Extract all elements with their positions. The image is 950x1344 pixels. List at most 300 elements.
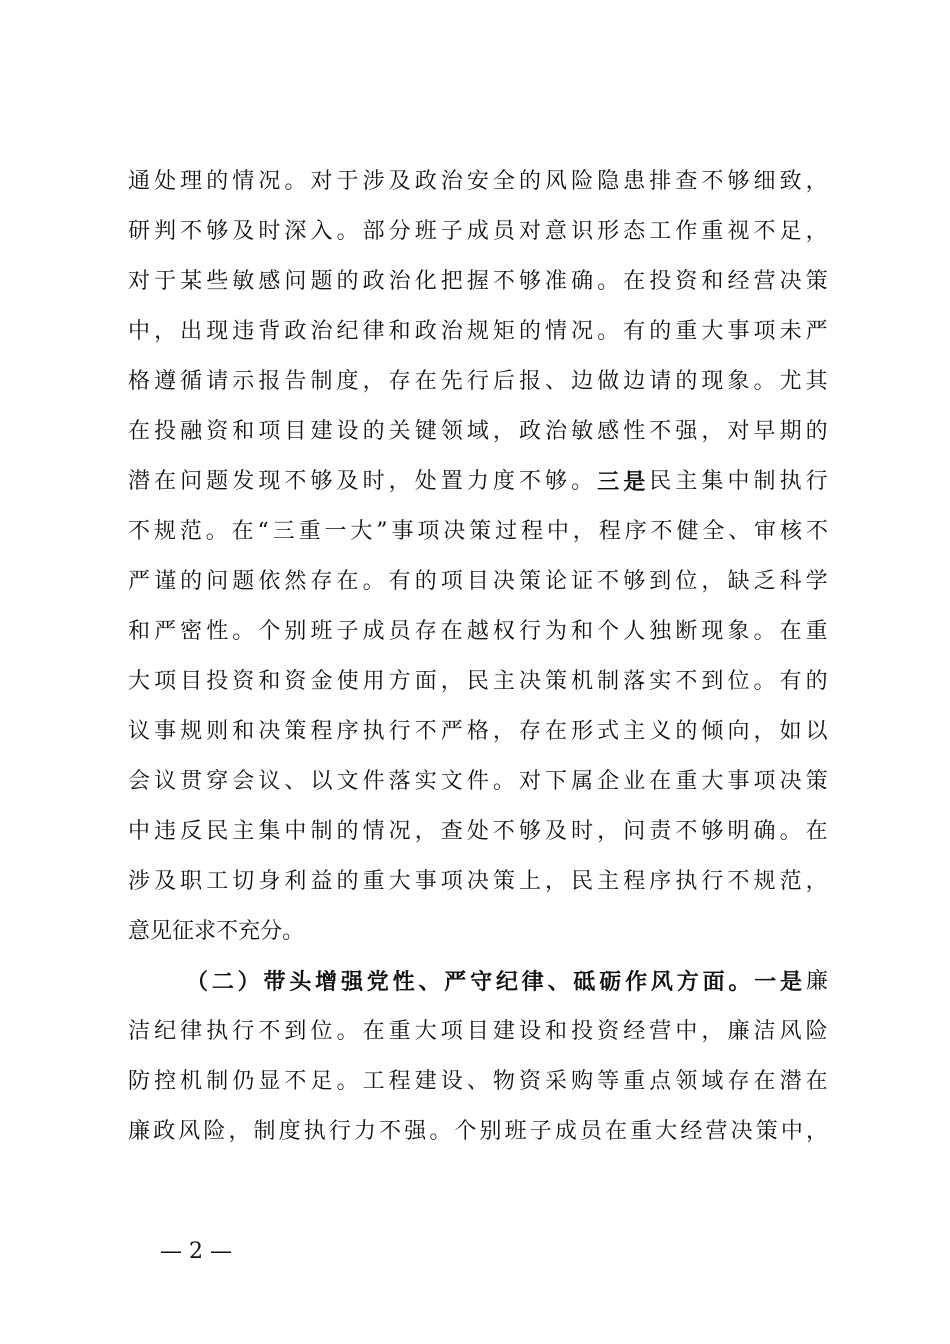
text-char: 策 [492,869,515,894]
text-char: 够 [518,269,541,294]
text-char: 执 [206,1019,229,1044]
text-char: 的 [336,869,359,894]
text-char: 行 [466,369,489,394]
bold-text-char: ） [237,969,260,995]
text-char: 然 [284,569,307,594]
text-char: 度 [278,1119,301,1144]
text-char: 全 [492,169,515,194]
text-char: 企 [597,769,620,794]
text-char: 策 [284,719,307,744]
text-char: 策 [805,769,828,794]
text-char: 违 [232,319,255,344]
text-char: 有 [779,669,802,694]
text-char: 的 [362,419,385,444]
text-char: 不 [727,869,750,894]
text-char: 作 [675,219,698,244]
text-char: 不 [258,1019,281,1044]
text-char: 决 [779,769,802,794]
text-char: 会 [128,769,151,794]
text-char: 矩 [492,319,515,344]
text-char: 够 [701,819,724,844]
text-char: 处 [414,469,437,494]
text-char: 于 [154,269,177,294]
text-char: 患 [623,169,646,194]
text-char: ， [701,569,724,594]
text-char: 。 [753,369,776,394]
text-char: 资 [284,669,307,694]
text-char: 及 [154,869,177,894]
text-char: 经 [623,1019,646,1044]
text-char: 文 [336,769,359,794]
bold-text-char: 党 [366,969,389,995]
text-line [128,412,828,452]
text-char: 及 [388,169,411,194]
text-char: 位 [310,1019,333,1044]
text-char: 经 [727,269,750,294]
text-char: 判 [154,219,177,244]
text-char: 在 [623,269,646,294]
text-char: 研 [128,219,151,244]
text-char: 位 [675,569,698,594]
text-char: 事 [727,319,750,344]
bold-text-char: 一 [754,969,777,995]
text-char: 落 [623,669,646,694]
text-char: 部 [362,219,385,244]
text-char: 。 [284,169,307,194]
text-char: 政 [153,1119,176,1144]
text-char: 在 [154,469,177,494]
text-char: 决 [518,669,541,694]
text-char: 问 [623,819,646,844]
text-char: ， [362,369,385,394]
text-char: 融 [180,419,203,444]
text-line [128,262,828,302]
text-char: 议 [128,719,151,744]
text-char: 、 [728,519,751,544]
text-char: 属 [571,769,594,794]
bold-text-char: 三 [597,469,620,495]
text-char: 以 [805,719,828,744]
text-char: 循 [180,369,203,394]
text-char: 性 [623,419,646,444]
text-char: 存 [518,719,541,744]
text-char: 感 [597,419,620,444]
text-char: 重 [388,1019,411,1044]
text-char: 不 [650,519,673,544]
text-char: 独 [649,619,672,644]
text-char: 不 [675,819,698,844]
text-char: 不 [805,519,828,544]
text-char: 期 [779,419,802,444]
text-char: 强 [675,419,698,444]
text-char: 风 [779,1019,802,1044]
text-char: 。 [282,919,305,944]
text-char: 建 [310,419,333,444]
text-char: 如 [779,719,802,744]
text-char: ， [701,1019,724,1044]
text-char: 不 [128,519,151,544]
text-char: 在 [362,1019,385,1044]
text-char: 程 [388,1069,411,1094]
text-char: 设 [518,1019,541,1044]
text-char: 大 [414,1019,437,1044]
bold-text-char: 。 [728,969,751,995]
text-char: 式 [597,719,620,744]
text-char: 请 [649,369,672,394]
text-char: 。 [492,769,515,794]
text-char: 够 [206,219,229,244]
bold-text-char: 性 [392,969,415,995]
text-char: 益 [310,869,333,894]
text-char: 现 [701,619,724,644]
text-char: 征 [172,919,195,944]
bold-text-char: 头 [289,969,312,995]
text-char: 况 [258,169,281,194]
text-char: 和 [128,619,151,644]
text-char: 关 [388,419,411,444]
text-char: 细 [753,169,776,194]
text-char: 下 [545,769,568,794]
text-char: 的 [180,569,203,594]
text-char: 制 [310,369,333,394]
text-char: 险 [571,169,594,194]
text-char: 度 [336,369,359,394]
text-char: 识 [571,219,594,244]
text-char: 些 [206,269,229,294]
text-char: 查 [440,819,463,844]
text-char: ， [228,1119,251,1144]
text-char: ， [492,419,515,444]
text-char: 则 [206,719,229,744]
text-char: 落 [388,769,411,794]
text-char: 示 [232,369,255,394]
text-char: 重 [298,519,321,544]
text-char: 背 [258,319,281,344]
text-char: 程 [623,869,646,894]
text-char: 险 [203,1119,226,1144]
text-char: 在 [231,519,254,544]
text-char: 投 [154,419,177,444]
text-char: 不 [180,219,203,244]
text-char: 。 [429,1119,452,1144]
text-char: 意 [545,219,568,244]
text-char: 力 [466,469,489,494]
text-char: 大 [128,669,151,694]
text-char: 在 [605,1119,628,1144]
text-char: 。 [336,1069,359,1094]
text-char: 建 [492,1019,515,1044]
text-line [128,712,828,752]
text-char: 充 [238,919,261,944]
text-char: 程 [520,519,543,544]
text-char: 在 [649,769,672,794]
text-char: 学 [805,569,828,594]
text-char: 有 [623,319,646,344]
text-char: 意 [128,919,151,944]
text-char: 报 [258,369,281,394]
text-line [186,962,828,1002]
text-char: 求 [194,919,217,944]
text-char: 核 [780,519,803,544]
text-char: 行 [388,719,411,744]
text-char: 问 [180,469,203,494]
text-char: 对 [128,269,151,294]
bold-text-char: 是 [780,969,803,995]
text-line [128,662,828,702]
text-char: 决 [492,569,515,594]
text-char: 议 [258,769,281,794]
text-char: 致 [779,169,802,194]
text-line [128,1112,828,1152]
text-char: 论 [545,569,568,594]
text-char: 在 [779,619,802,644]
text-char: 重 [701,219,724,244]
text-char: 。 [232,619,255,644]
text-char: 重 [623,1069,646,1094]
text-line [128,212,828,252]
text-line [128,612,828,652]
text-char: 、 [545,369,568,394]
text-char: 行 [805,469,828,494]
text-char: 。 [753,669,776,694]
text-char: 执 [675,869,698,894]
text-char: 向 [727,719,750,744]
text-line [128,912,828,952]
text-char: ， [701,419,724,444]
text-char: 政 [414,319,437,344]
text-char: 险 [805,1019,828,1044]
text-char: 存 [414,619,437,644]
text-line [128,1062,828,1102]
text-char: 题 [232,569,255,594]
text-char: 员 [388,619,411,644]
text-char: 行 [701,869,724,894]
text-char: 力 [353,1119,376,1144]
text-char: 和 [571,619,594,644]
text-char: 廉 [805,969,828,994]
text-char: 严 [128,569,151,594]
text-char: 科 [779,569,802,594]
bold-text-char: 作 [625,969,648,995]
bold-text-char: 纪 [495,969,518,995]
text-char: 发 [232,469,255,494]
text-char: 以 [310,769,333,794]
text-char: 项 [753,319,776,344]
text-char: 治 [310,319,333,344]
text-char: ” [376,519,388,544]
text-char: 领 [440,419,463,444]
text-char: 重 [675,319,698,344]
text-char: 在 [336,569,359,594]
text-char: 视 [727,219,750,244]
bold-text-char: 方 [676,969,699,995]
text-char: ， [572,519,595,544]
text-char: 请 [206,369,229,394]
text-char: 政 [518,419,541,444]
text-char: 足 [310,1069,333,1094]
text-char: 政 [284,319,307,344]
text-char: 民 [571,869,594,894]
text-char: 子 [529,1119,552,1144]
text-char: 重 [362,869,385,894]
bold-text-char: 增 [315,969,338,995]
text-char: 不 [597,569,620,594]
text-char: 置 [440,469,463,494]
text-char: 题 [310,269,333,294]
text-char: 到 [284,1019,307,1044]
text-char: ， [414,819,437,844]
text-char: 文 [440,769,463,794]
text-char: 的 [518,319,541,344]
text-char: 行 [232,1019,255,1044]
text-char: 健 [676,519,699,544]
text-char: 不 [492,819,515,844]
text-char: 。 [336,219,359,244]
text-char: 三 [272,519,295,544]
text-char: 象 [727,619,750,644]
text-char: 把 [440,269,463,294]
text-char: 有 [388,569,411,594]
text-char: 项 [417,519,440,544]
text-char: 时 [362,469,385,494]
text-char: 密 [180,619,203,644]
text-char: 态 [623,219,646,244]
text-char: 不 [284,469,307,494]
text-char: 反 [180,819,203,844]
text-char: 明 [727,819,750,844]
text-char: 不 [284,1069,307,1094]
text-char: 成 [362,619,385,644]
text-char: 目 [180,669,203,694]
bold-text-char: 、 [418,969,441,995]
text-char: 规 [180,719,203,744]
text-char: 执 [779,469,802,494]
text-char: 象 [727,369,750,394]
text-char: 制 [206,1069,229,1094]
text-char: 的 [206,169,229,194]
text-char: 事 [154,719,177,744]
text-char: 证 [571,569,594,594]
text-char: 主 [597,869,620,894]
text-char: 分 [388,219,411,244]
text-char: 严 [154,619,177,644]
text-char: 上 [518,869,541,894]
text-char: 在 [753,1069,776,1094]
text-char: 的 [805,669,828,694]
text-char: 实 [649,669,672,694]
text-char: 的 [336,819,359,844]
text-char: 设 [440,1069,463,1094]
text-char: 在 [545,719,568,744]
text-char: 况 [571,319,594,344]
text-char: 决 [779,269,802,294]
text-char: 的 [414,569,437,594]
text-char: 义 [649,719,672,744]
text-char: 现 [258,469,281,494]
text-line [128,512,828,552]
text-char: 项 [440,869,463,894]
text-char: 确 [571,269,594,294]
text-char: 设 [336,419,359,444]
text-char: 政 [362,269,385,294]
text-char: 告 [284,369,307,394]
text-char: 到 [649,569,672,594]
text-char: 问 [206,569,229,594]
bold-text-char: 强 [340,969,363,995]
text-char: 敏 [571,419,594,444]
text-char: 在 [128,419,151,444]
text-char: 物 [492,1069,515,1094]
text-char: 工 [206,869,229,894]
text-char: 重 [675,769,698,794]
text-char: 审 [754,519,777,544]
text-char: 存 [388,369,411,394]
text-char: 重 [805,619,828,644]
bold-text-char: 是 [623,469,646,495]
text-char: 策 [518,569,541,594]
text-char: ， [388,469,411,494]
text-char: 中 [128,319,151,344]
text-char: 程 [598,519,621,544]
text-line [128,762,828,802]
text-char: 。 [779,819,802,844]
text-char: 个 [597,619,620,644]
text-char: 事 [414,869,437,894]
text-char: 对 [518,219,541,244]
text-char: 民 [649,469,672,494]
text-char: 购 [571,1069,594,1094]
bold-text-char: 、 [547,969,570,995]
text-char: 大 [655,1119,678,1144]
text-char: 工 [362,1069,385,1094]
text-char: 穿 [206,769,229,794]
text-char: 员 [579,1119,602,1144]
text-char: 况 [388,819,411,844]
text-char: 格 [466,719,489,744]
text-char: 全 [702,519,725,544]
text-char: 的 [805,419,828,444]
text-char: 先 [440,369,463,394]
text-char: 、 [466,1069,489,1094]
text-char: 不 [518,469,541,494]
text-char: 决 [730,1119,753,1144]
bold-text-char: 严 [444,969,467,995]
text-char: 及 [232,219,255,244]
text-char: 别 [479,1119,502,1144]
bold-text-char: 律 [521,969,544,995]
text-char: 投 [649,269,672,294]
text-char: 遵 [154,369,177,394]
text-char: 班 [414,219,437,244]
bold-text-char: 带 [263,969,286,995]
text-char: 治 [388,269,411,294]
text-char: 利 [284,869,307,894]
text-char: 规 [753,869,776,894]
text-char: 使 [336,669,359,694]
text-char: 形 [597,219,620,244]
text-char: 大 [701,769,724,794]
text-char: 大 [350,519,373,544]
text-char: 和 [232,419,255,444]
text-char: 后 [492,369,515,394]
text-char: 贯 [180,769,203,794]
text-char: 中 [727,469,750,494]
text-char: 金 [310,669,333,694]
text-char: 出 [180,319,203,344]
text-char: 域 [701,1069,724,1094]
text-char: 执 [303,1119,326,1144]
text-char: 经 [680,1119,703,1144]
